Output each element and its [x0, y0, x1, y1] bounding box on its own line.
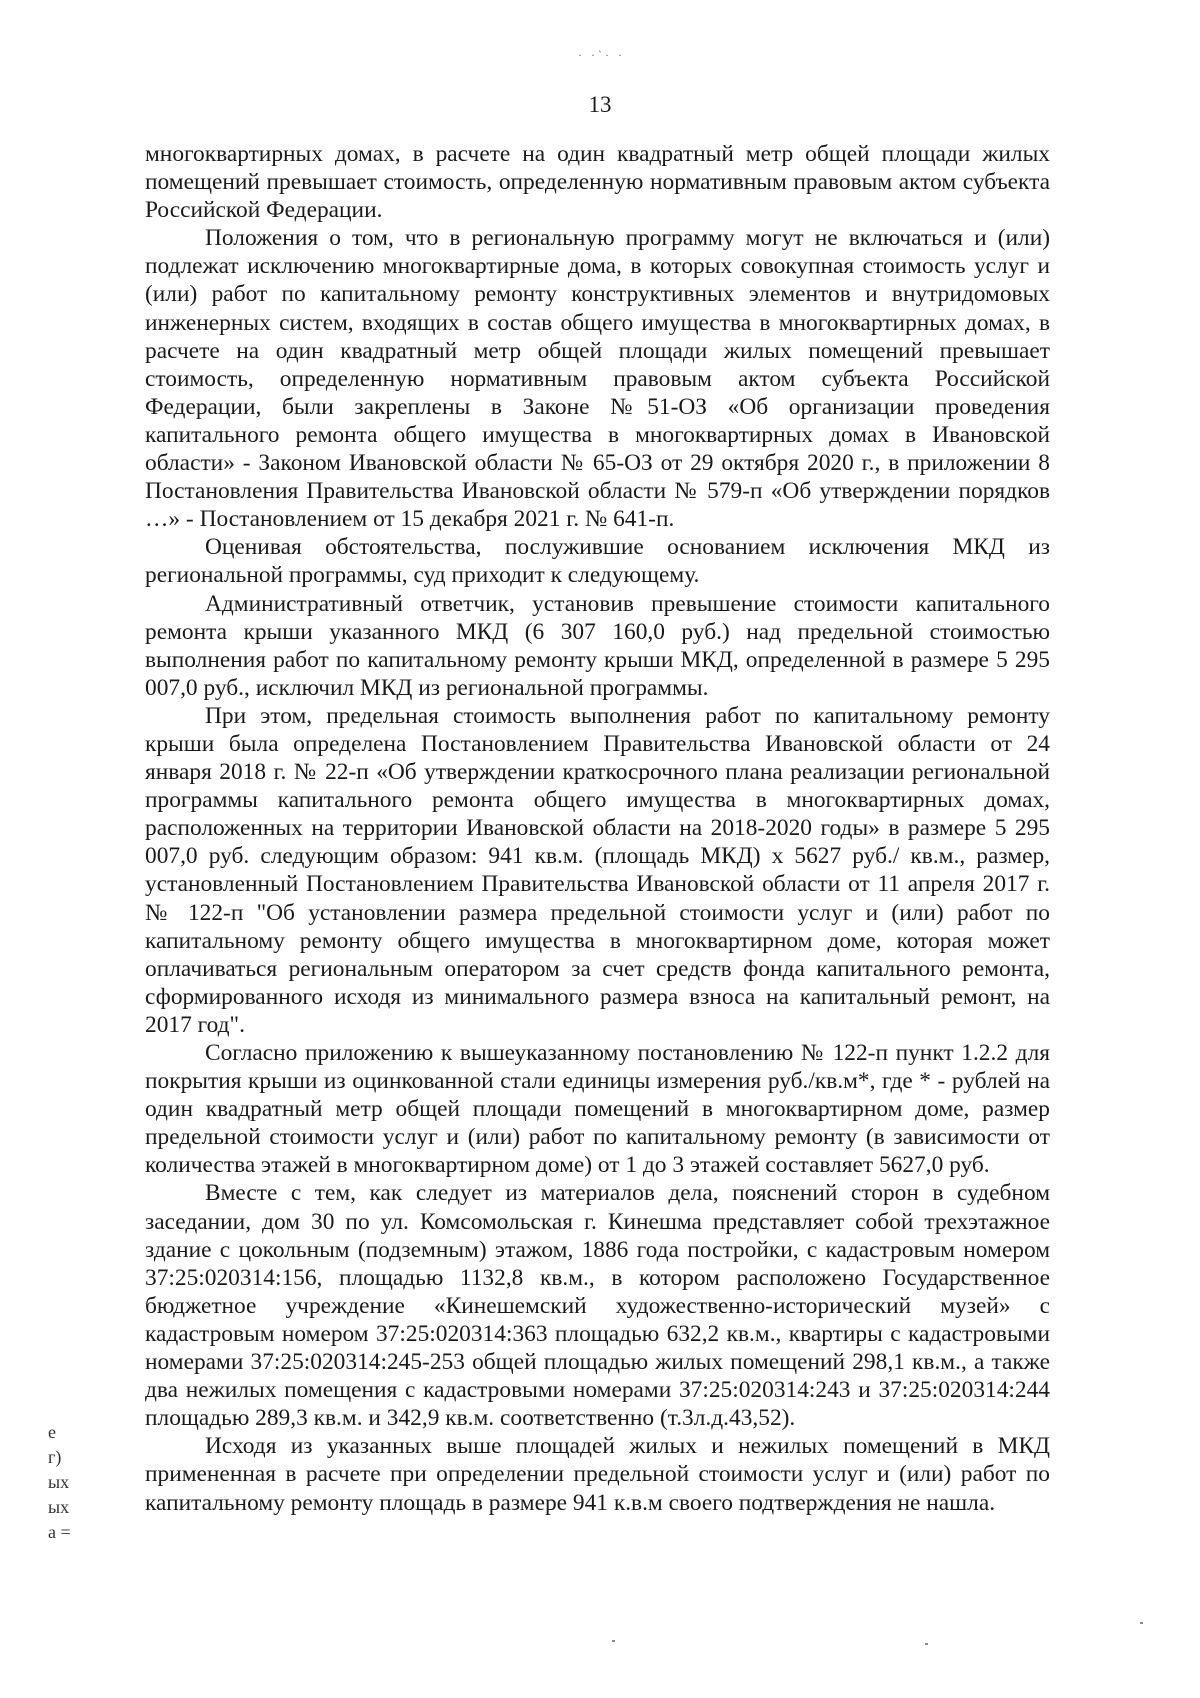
document-body [145, 140, 1050, 1517]
scan-speck [612, 1640, 615, 1642]
scan-mark: · ·`· · [578, 48, 625, 62]
margin-fragment: ых [48, 1497, 70, 1517]
paragraph-regulations: Положения о том, что в региональную программу могут не включаться и (или) подлежат исключению многоквартирные дома, в которых совокупная стоимость услуг и (или) работ по капитальному ремонту конструктивных элементов и внутридомовых инженерных систем, входящих в состав общего имущества в многоквартирных домах, в расчете на один квадратный метр общей площади жилых помещений превышает стоимость, определенную нормативным правовым актом субъекта Российской Федерации, были закреплены в Законе №51-ОЗ «Об организации проведения капитального ремонта общего имущества в многоквартирных домах в Ивановской области» - Законом Ивановской области № 65-ОЗ от 29 октября 2020 г., в приложении 8 Постановления Правительства Ивановской области № 579-п «Об утверждении порядков …» - Постановлением от 15 декабря 2021 г. № 641-п. [145, 225, 1050, 533]
paragraph-continuation: многоквартирных домах, в расчете на один квадратный метр общей площади жилых помещений превышает стоимость, определенную нормативным правовым актом субъекта Российской Федерации. [145, 141, 1050, 224]
page-number: 13 [588, 92, 612, 117]
paragraph-limit-cost: При этом, предельная стоимость выполнения работ по капитальному ремонту крыши была определена Постановлением Правительства Ивановской области от 24 января 2018 г. № 22-п «Об утверждении краткосрочного плана реализации региональной программы капитального ремонта общего имущества в многоквартирных домах, расположенных на территории Ивановской области на 2018-2020 годы» в размере 5 295 007,0 руб. следующим образом: 941 кв.м. (площадь МКД) х 5627 руб./ кв.м., размер, установленный Постановлением Правительства Ивановской области от 11 апреля 2017 г. № 122-п "Об установлении размера предельной стоимости услуг и (или) работ по капитальному ремонту общего имущества в многоквартирном доме, которая может оплачиваться региональным оператором за счет средств фонда капитального ремонта, сформированного исходя из минимального размера взноса на капитальный ремонт, на 2017 год". [145, 702, 1050, 1038]
paragraph-assessment: Оценивая обстоятельства, послужившие основанием исключения МКД из региональной программы, суд приходит к следующему. [145, 534, 1050, 589]
margin-fragment: ых [48, 1472, 70, 1492]
paragraph-appendix: Согласно приложению к вышеуказанному постановлению № 122-п пункт 1.2.2 для покрытия крыши из оцинкованной стали единицы измерения руб./кв.м*, где * - рублей на один квадратный метр общей площади помещений в многоквартирном доме, размер предельной стоимости услуг и (или) работ по капитальному ремонту (в зависимости от количества этажей в многоквартирном доме) от 1 до 3 этажей составляет 5627,0 руб. [145, 1040, 1050, 1179]
scan-speck [925, 1643, 928, 1645]
margin-fragments [48, 1420, 88, 1545]
margin-fragment: е [48, 1422, 56, 1442]
paragraph-building-facts: Вместе с тем, как следует из материалов дела, пояснений сторон в судебном заседании, дом 30 по ул. Комсомольская г. Кинешма представляет собой трехэтажное здание с цокольным (подземным) этажом, 1886 года постройки, с кадастровым номером 37:25:020314:156, площадью 1132,8 кв.м., в котором расположено Государственное бюджетное учреждение «Кинешемский художественно-исторический музей» с кадастровым номером 37:25:020314:363 площадью 632,2 кв.м., квартиры с кадастровыми номерами 37:25:020314:245-253 общей площадью жилых помещений 298,1 кв.м., а также два нежилых помещения с кадастровыми номерами 37:25:020314:243 и 37:25:020314:244 площадью 289,3 кв.м. и 342,9 кв.м. соответственно (т.3л.д.43,52). [145, 1180, 1050, 1432]
paragraph-defendant-action: Административный ответчик, установив превышение стоимости капитального ремонта крыши указанного МКД (6 307 160,0 руб.) над предельной стоимостью выполнения работ по капитальному ремонту крыши МКД, определенной в размере 5 295 007,0 руб., исключил МКД из региональной программы. [145, 590, 1050, 701]
margin-fragment: а = [48, 1522, 71, 1542]
scan-speck [1140, 1622, 1143, 1624]
paragraph-conclusion: Исходя из указанных выше площадей жилых и нежилых помещений в МКД примененная в расчете при определении предельной стоимости услуг и (или) работ по капитальному ремонту площадь в размере 941 к.в.м своего подтверждения не нашла. [145, 1433, 1050, 1516]
margin-fragment: г) [48, 1447, 62, 1467]
